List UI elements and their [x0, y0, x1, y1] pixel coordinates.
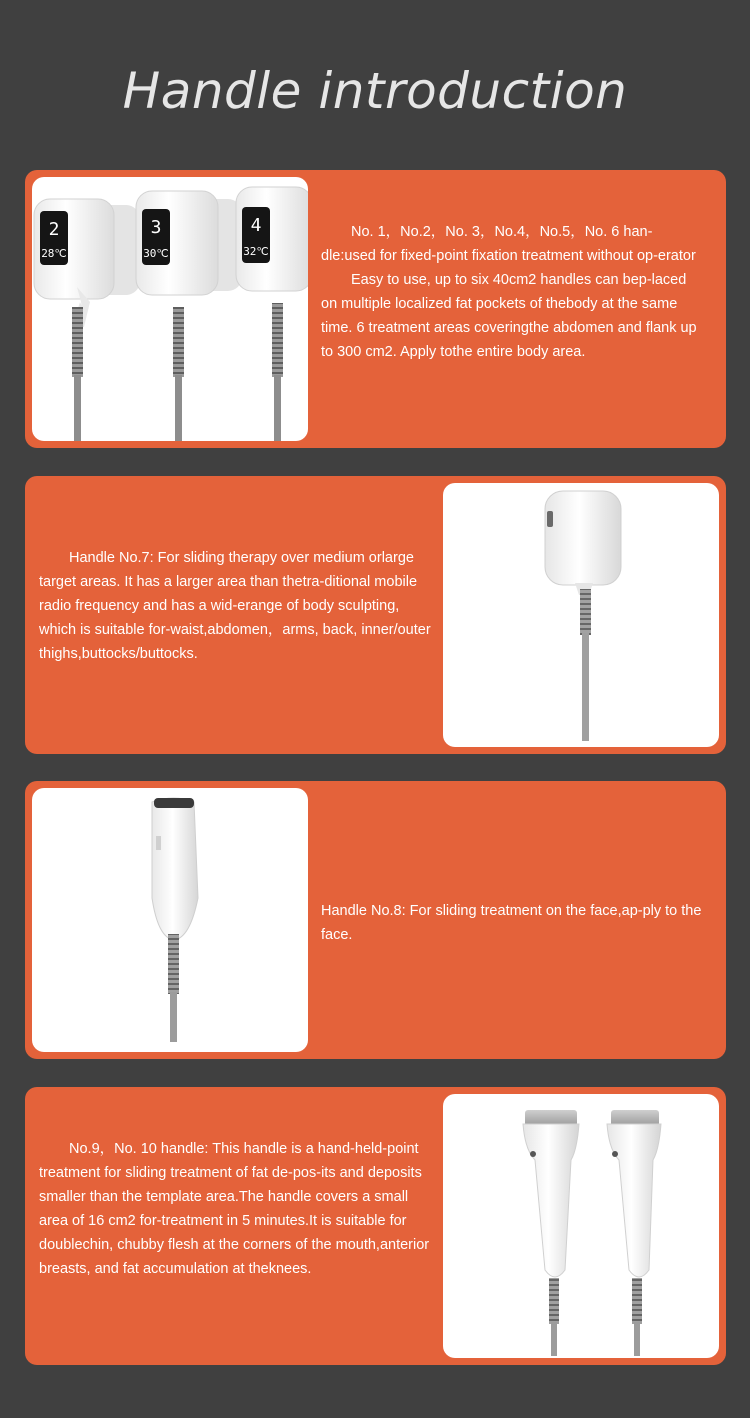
section-description [321, 220, 706, 364]
screen-number: 2 [48, 219, 60, 240]
screen-number: 3 [150, 217, 162, 238]
handle-section-8 [25, 781, 726, 1059]
section-description [39, 546, 431, 666]
section-description [39, 1137, 431, 1281]
handle-section-7 [25, 476, 726, 754]
handle-photo-no-7 [443, 483, 719, 747]
paragraph: Handle No.7: For sliding therapy over medium orlarge target areas. It has a larger area than thetra-ditional mobile radio frequency and has a wid-erange of body sculpting, which is suitable for-waist,abdomen，arms, back, inner/outer thighs,buttocks/buttocks. [39, 550, 431, 662]
paragraph: Handle No.8: For sliding treatment on the face,ap-ply to the face. [321, 903, 702, 943]
section-description [321, 899, 706, 947]
paragraph: No. 1，No.2，No. 3，No.4，No.5，No. 6 han-dle:used for fixed-point fixation treatment without op-erator [321, 224, 696, 264]
handle-photo-nos-9-10 [443, 1094, 719, 1358]
paragraph: No.9，No. 10 handle: This handle is a hand-held-point treatment for sliding treatment of fat de-pos-its and deposits smaller than the template area.The handle covers a small area of 16 cm2 for-treatment in 5 minutes.It is suitable for doublechin, chubby flesh at the corners of the mouth,anterior breasts, and fat accumulation at theknees. [39, 1141, 430, 1277]
handle-section-1-6 [25, 170, 726, 448]
handle-photo-no-8 [32, 788, 308, 1052]
screen-temp: 32℃ [243, 245, 269, 258]
screen-temp: 30℃ [143, 247, 169, 260]
handle-section-9-10 [25, 1087, 726, 1365]
screen-number: 4 [250, 215, 262, 236]
paragraph: Easy to use, up to six 40cm2 handles can bep-laced on multiple localized fat pockets of thebody at the same time. 6 treatment areas coveringthe abdomen and flank up to 300 cm2. Apply tothe entire body area. [321, 272, 697, 360]
page-title: Handle introduction [122, 62, 628, 120]
handle-unit-4 [236, 187, 308, 441]
handle-photo-nos-1-6 [32, 177, 308, 441]
screen-temp: 28℃ [41, 247, 67, 260]
